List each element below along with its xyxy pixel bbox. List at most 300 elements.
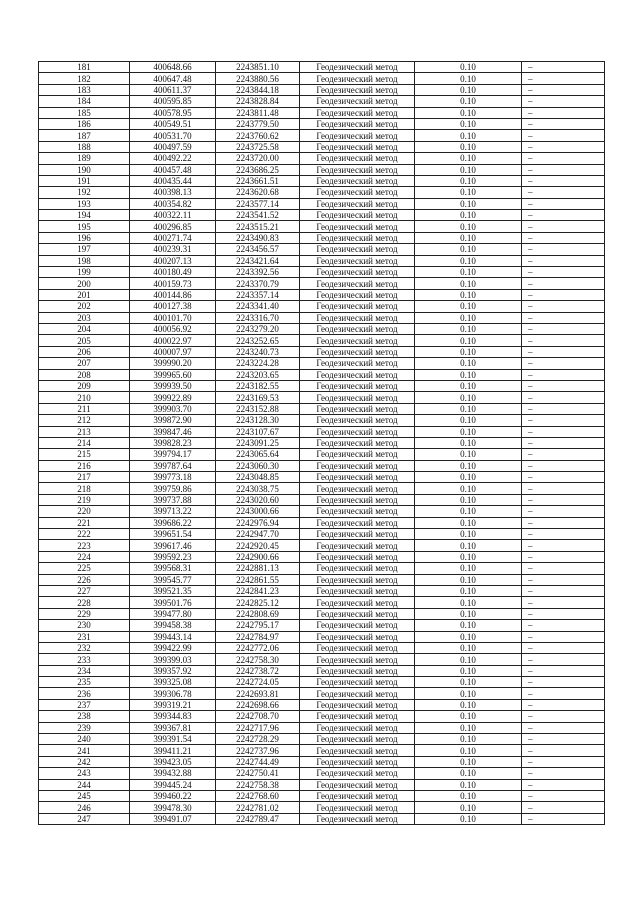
cell-point-number: 229 (39, 608, 130, 619)
cell-x-coordinate: 400611.37 (130, 84, 216, 95)
table-row (39, 529, 605, 540)
table-row (39, 677, 605, 688)
cell-method: Геодезический метод (300, 130, 415, 141)
cell-note: – (522, 472, 605, 483)
cell-point-number: 245 (39, 791, 130, 802)
cell-accuracy: 0.10 (415, 654, 522, 665)
cell-x-coordinate: 400296.85 (130, 221, 216, 232)
cell-y-coordinate: 2242717.96 (216, 722, 300, 733)
table-row (39, 563, 605, 574)
cell-method: Геодезический метод (300, 221, 415, 232)
cell-note: – (522, 585, 605, 596)
cell-y-coordinate: 2242841.23 (216, 585, 300, 596)
table-row (39, 734, 605, 745)
cell-y-coordinate: 2242825.12 (216, 597, 300, 608)
cell-method: Геодезический метод (300, 813, 415, 824)
cell-point-number: 233 (39, 654, 130, 665)
table-row (39, 289, 605, 300)
cell-point-number: 198 (39, 255, 130, 266)
cell-accuracy: 0.10 (415, 699, 522, 710)
cell-method: Геодезический метод (300, 289, 415, 300)
cell-y-coordinate: 2243456.57 (216, 244, 300, 255)
cell-note: – (522, 289, 605, 300)
cell-accuracy: 0.10 (415, 551, 522, 562)
cell-note: – (522, 665, 605, 676)
cell-point-number: 204 (39, 323, 130, 334)
cell-note: – (522, 779, 605, 790)
cell-note: – (522, 642, 605, 653)
cell-y-coordinate: 2242708.70 (216, 711, 300, 722)
cell-y-coordinate: 2243357.14 (216, 289, 300, 300)
cell-y-coordinate: 2243252.65 (216, 335, 300, 346)
cell-y-coordinate: 2243844.18 (216, 84, 300, 95)
coordinates-table (38, 61, 605, 825)
table-row (39, 164, 605, 175)
cell-point-number: 209 (39, 380, 130, 391)
cell-y-coordinate: 2243421.64 (216, 255, 300, 266)
cell-accuracy: 0.10 (415, 118, 522, 129)
cell-accuracy: 0.10 (415, 756, 522, 767)
cell-point-number: 234 (39, 665, 130, 676)
cell-note: – (522, 232, 605, 243)
cell-point-number: 244 (39, 779, 130, 790)
coordinates-table-body (39, 62, 605, 825)
cell-note: – (522, 403, 605, 414)
cell-y-coordinate: 2243000.66 (216, 506, 300, 517)
cell-note: – (522, 517, 605, 528)
cell-accuracy: 0.10 (415, 585, 522, 596)
table-row (39, 813, 605, 824)
table-row (39, 779, 605, 790)
cell-y-coordinate: 2242789.47 (216, 813, 300, 824)
cell-point-number: 207 (39, 358, 130, 369)
table-row (39, 711, 605, 722)
cell-y-coordinate: 2243169.53 (216, 392, 300, 403)
cell-accuracy: 0.10 (415, 574, 522, 585)
cell-point-number: 208 (39, 369, 130, 380)
table-row (39, 745, 605, 756)
cell-y-coordinate: 2242693.81 (216, 688, 300, 699)
cell-note: – (522, 506, 605, 517)
cell-note: – (522, 84, 605, 95)
cell-x-coordinate: 399847.46 (130, 426, 216, 437)
cell-y-coordinate: 2242881.13 (216, 563, 300, 574)
cell-note: – (522, 73, 605, 84)
cell-method: Геодезический метод (300, 585, 415, 596)
cell-y-coordinate: 2243811.48 (216, 107, 300, 118)
cell-x-coordinate: 399491.07 (130, 813, 216, 824)
cell-method: Геодезический метод (300, 574, 415, 585)
cell-point-number: 181 (39, 62, 130, 73)
table-row (39, 699, 605, 710)
cell-point-number: 237 (39, 699, 130, 710)
cell-note: – (522, 711, 605, 722)
table-row (39, 597, 605, 608)
cell-accuracy: 0.10 (415, 483, 522, 494)
cell-note: – (522, 563, 605, 574)
cell-point-number: 227 (39, 585, 130, 596)
cell-point-number: 240 (39, 734, 130, 745)
cell-x-coordinate: 399922.89 (130, 392, 216, 403)
cell-accuracy: 0.10 (415, 449, 522, 460)
table-row (39, 722, 605, 733)
cell-x-coordinate: 399399.03 (130, 654, 216, 665)
cell-point-number: 247 (39, 813, 130, 824)
cell-method: Геодезический метод (300, 426, 415, 437)
cell-method: Геодезический метод (300, 96, 415, 107)
cell-accuracy: 0.10 (415, 426, 522, 437)
cell-y-coordinate: 2243661.51 (216, 175, 300, 186)
cell-y-coordinate: 2242976.94 (216, 517, 300, 528)
cell-point-number: 205 (39, 335, 130, 346)
cell-point-number: 214 (39, 437, 130, 448)
cell-y-coordinate: 2243392.56 (216, 267, 300, 278)
cell-y-coordinate: 2243515.21 (216, 221, 300, 232)
cell-y-coordinate: 2243760.62 (216, 130, 300, 141)
cell-x-coordinate: 399713.22 (130, 506, 216, 517)
cell-point-number: 203 (39, 312, 130, 323)
cell-accuracy: 0.10 (415, 563, 522, 574)
cell-y-coordinate: 2243779.50 (216, 118, 300, 129)
cell-y-coordinate: 2243240.73 (216, 346, 300, 357)
cell-method: Геодезический метод (300, 141, 415, 152)
cell-x-coordinate: 399460.22 (130, 791, 216, 802)
cell-point-number: 192 (39, 187, 130, 198)
cell-accuracy: 0.10 (415, 221, 522, 232)
table-row (39, 506, 605, 517)
cell-accuracy: 0.10 (415, 301, 522, 312)
cell-accuracy: 0.10 (415, 141, 522, 152)
cell-x-coordinate: 399617.46 (130, 540, 216, 551)
table-row (39, 141, 605, 152)
cell-method: Геодезический метод (300, 244, 415, 255)
cell-accuracy: 0.10 (415, 631, 522, 642)
cell-accuracy: 0.10 (415, 665, 522, 676)
cell-x-coordinate: 399794.17 (130, 449, 216, 460)
cell-method: Геодезический метод (300, 665, 415, 676)
cell-note: – (522, 551, 605, 562)
cell-y-coordinate: 2242724.05 (216, 677, 300, 688)
cell-y-coordinate: 2242861.55 (216, 574, 300, 585)
cell-x-coordinate: 399306.78 (130, 688, 216, 699)
table-row (39, 574, 605, 585)
cell-note: – (522, 699, 605, 710)
cell-x-coordinate: 399872.90 (130, 415, 216, 426)
table-row (39, 198, 605, 209)
cell-note: – (522, 437, 605, 448)
table-row (39, 62, 605, 73)
cell-point-number: 201 (39, 289, 130, 300)
cell-accuracy: 0.10 (415, 175, 522, 186)
table-row (39, 346, 605, 357)
cell-x-coordinate: 399990.20 (130, 358, 216, 369)
cell-method: Геодезический метод (300, 335, 415, 346)
cell-x-coordinate: 399787.64 (130, 460, 216, 471)
cell-y-coordinate: 2243851.10 (216, 62, 300, 73)
table-row (39, 631, 605, 642)
cell-x-coordinate: 399458.38 (130, 620, 216, 631)
cell-point-number: 217 (39, 472, 130, 483)
cell-y-coordinate: 2243725.58 (216, 141, 300, 152)
cell-note: – (522, 392, 605, 403)
cell-x-coordinate: 400271.74 (130, 232, 216, 243)
cell-x-coordinate: 399357.92 (130, 665, 216, 676)
cell-point-number: 197 (39, 244, 130, 255)
cell-method: Геодезический метод (300, 358, 415, 369)
cell-note: – (522, 597, 605, 608)
cell-x-coordinate: 399592.23 (130, 551, 216, 562)
cell-note: – (522, 358, 605, 369)
table-row (39, 221, 605, 232)
cell-note: – (522, 540, 605, 551)
cell-method: Геодезический метод (300, 369, 415, 380)
cell-note: – (522, 688, 605, 699)
cell-note: – (522, 175, 605, 186)
table-row (39, 756, 605, 767)
cell-x-coordinate: 400457.48 (130, 164, 216, 175)
cell-x-coordinate: 399545.77 (130, 574, 216, 585)
cell-point-number: 210 (39, 392, 130, 403)
cell-y-coordinate: 2243107.67 (216, 426, 300, 437)
cell-x-coordinate: 399501.76 (130, 597, 216, 608)
cell-point-number: 188 (39, 141, 130, 152)
cell-method: Геодезический метод (300, 210, 415, 221)
cell-note: – (522, 677, 605, 688)
cell-x-coordinate: 399939.50 (130, 380, 216, 391)
cell-method: Геодезический метод (300, 699, 415, 710)
cell-note: – (522, 255, 605, 266)
cell-point-number: 232 (39, 642, 130, 653)
cell-point-number: 218 (39, 483, 130, 494)
cell-note: – (522, 244, 605, 255)
cell-point-number: 185 (39, 107, 130, 118)
cell-point-number: 216 (39, 460, 130, 471)
cell-note: – (522, 335, 605, 346)
table-row (39, 540, 605, 551)
cell-method: Геодезический метод (300, 597, 415, 608)
cell-note: – (522, 107, 605, 118)
cell-note: – (522, 187, 605, 198)
cell-note: – (522, 529, 605, 540)
cell-y-coordinate: 2242750.41 (216, 768, 300, 779)
table-row (39, 460, 605, 471)
cell-accuracy: 0.10 (415, 608, 522, 619)
cell-x-coordinate: 400354.82 (130, 198, 216, 209)
cell-point-number: 243 (39, 768, 130, 779)
cell-method: Геодезический метод (300, 688, 415, 699)
cell-x-coordinate: 399432.88 (130, 768, 216, 779)
cell-method: Геодезический метод (300, 745, 415, 756)
cell-y-coordinate: 2243152.88 (216, 403, 300, 414)
cell-x-coordinate: 400101.70 (130, 312, 216, 323)
cell-x-coordinate: 399325.08 (130, 677, 216, 688)
cell-point-number: 212 (39, 415, 130, 426)
cell-method: Геодезический метод (300, 756, 415, 767)
table-row (39, 380, 605, 391)
cell-accuracy: 0.10 (415, 802, 522, 813)
cell-method: Геодезический метод (300, 802, 415, 813)
cell-method: Геодезический метод (300, 198, 415, 209)
cell-accuracy: 0.10 (415, 768, 522, 779)
table-row (39, 665, 605, 676)
cell-accuracy: 0.10 (415, 677, 522, 688)
table-row (39, 84, 605, 95)
cell-x-coordinate: 400239.31 (130, 244, 216, 255)
cell-x-coordinate: 399391.54 (130, 734, 216, 745)
cell-point-number: 194 (39, 210, 130, 221)
cell-point-number: 191 (39, 175, 130, 186)
cell-point-number: 213 (39, 426, 130, 437)
cell-method: Геодезический метод (300, 540, 415, 551)
cell-x-coordinate: 400180.49 (130, 267, 216, 278)
table-row (39, 551, 605, 562)
cell-point-number: 225 (39, 563, 130, 574)
cell-method: Геодезический метод (300, 449, 415, 460)
cell-accuracy: 0.10 (415, 198, 522, 209)
table-row (39, 494, 605, 505)
cell-note: – (522, 164, 605, 175)
cell-point-number: 223 (39, 540, 130, 551)
table-row (39, 437, 605, 448)
cell-y-coordinate: 2243828.84 (216, 96, 300, 107)
table-row (39, 187, 605, 198)
cell-y-coordinate: 2243020.60 (216, 494, 300, 505)
table-row (39, 210, 605, 221)
table-row (39, 403, 605, 414)
cell-y-coordinate: 2242795.17 (216, 620, 300, 631)
cell-y-coordinate: 2242920.45 (216, 540, 300, 551)
cell-method: Геодезический метод (300, 620, 415, 631)
cell-y-coordinate: 2242758.38 (216, 779, 300, 790)
cell-accuracy: 0.10 (415, 267, 522, 278)
cell-note: – (522, 756, 605, 767)
cell-point-number: 186 (39, 118, 130, 129)
table-row (39, 608, 605, 619)
cell-accuracy: 0.10 (415, 779, 522, 790)
cell-accuracy: 0.10 (415, 153, 522, 164)
cell-method: Геодезический метод (300, 84, 415, 95)
table-row (39, 426, 605, 437)
cell-note: – (522, 654, 605, 665)
cell-x-coordinate: 399828.23 (130, 437, 216, 448)
cell-note: – (522, 96, 605, 107)
cell-x-coordinate: 399737.88 (130, 494, 216, 505)
cell-x-coordinate: 400207.13 (130, 255, 216, 266)
cell-x-coordinate: 399423.05 (130, 756, 216, 767)
table-row (39, 335, 605, 346)
cell-note: – (522, 813, 605, 824)
cell-note: – (522, 301, 605, 312)
cell-note: – (522, 312, 605, 323)
cell-accuracy: 0.10 (415, 369, 522, 380)
cell-accuracy: 0.10 (415, 164, 522, 175)
cell-accuracy: 0.10 (415, 335, 522, 346)
cell-method: Геодезический метод (300, 62, 415, 73)
cell-accuracy: 0.10 (415, 597, 522, 608)
cell-method: Геодезический метод (300, 722, 415, 733)
cell-y-coordinate: 2242947.70 (216, 529, 300, 540)
cell-point-number: 199 (39, 267, 130, 278)
table-row (39, 130, 605, 141)
cell-y-coordinate: 2242808.69 (216, 608, 300, 619)
cell-method: Геодезический метод (300, 654, 415, 665)
cell-method: Геодезический метод (300, 506, 415, 517)
table-row (39, 73, 605, 84)
cell-point-number: 196 (39, 232, 130, 243)
cell-accuracy: 0.10 (415, 813, 522, 824)
cell-x-coordinate: 399521.35 (130, 585, 216, 596)
cell-note: – (522, 483, 605, 494)
table-row (39, 642, 605, 653)
cell-note: – (522, 791, 605, 802)
cell-method: Геодезический метод (300, 403, 415, 414)
cell-x-coordinate: 400322.11 (130, 210, 216, 221)
cell-y-coordinate: 2243341.40 (216, 301, 300, 312)
cell-x-coordinate: 399344.83 (130, 711, 216, 722)
cell-y-coordinate: 2243880.56 (216, 73, 300, 84)
cell-note: – (522, 426, 605, 437)
cell-note: – (522, 323, 605, 334)
table-row (39, 392, 605, 403)
cell-y-coordinate: 2242784.97 (216, 631, 300, 642)
cell-method: Геодезический метод (300, 301, 415, 312)
cell-accuracy: 0.10 (415, 210, 522, 221)
cell-method: Геодезический метод (300, 677, 415, 688)
table-row (39, 620, 605, 631)
cell-y-coordinate: 2243182.55 (216, 380, 300, 391)
cell-point-number: 221 (39, 517, 130, 528)
table-row (39, 278, 605, 289)
cell-y-coordinate: 2242738.72 (216, 665, 300, 676)
cell-accuracy: 0.10 (415, 255, 522, 266)
cell-accuracy: 0.10 (415, 734, 522, 745)
cell-point-number: 220 (39, 506, 130, 517)
cell-x-coordinate: 399759.86 (130, 483, 216, 494)
table-row (39, 654, 605, 665)
table-row (39, 585, 605, 596)
cell-x-coordinate: 400647.48 (130, 73, 216, 84)
cell-accuracy: 0.10 (415, 312, 522, 323)
cell-point-number: 187 (39, 130, 130, 141)
cell-x-coordinate: 399478.30 (130, 802, 216, 813)
cell-note: – (522, 118, 605, 129)
cell-y-coordinate: 2243038.75 (216, 483, 300, 494)
table-row (39, 153, 605, 164)
cell-accuracy: 0.10 (415, 130, 522, 141)
cell-accuracy: 0.10 (415, 460, 522, 471)
cell-y-coordinate: 2243128.30 (216, 415, 300, 426)
cell-method: Геодезический метод (300, 255, 415, 266)
cell-y-coordinate: 2243065.64 (216, 449, 300, 460)
cell-y-coordinate: 2243279.20 (216, 323, 300, 334)
cell-method: Геодезический метод (300, 563, 415, 574)
cell-x-coordinate: 400497.59 (130, 141, 216, 152)
cell-note: – (522, 802, 605, 813)
cell-note: – (522, 608, 605, 619)
table-row (39, 768, 605, 779)
cell-method: Геодезический метод (300, 734, 415, 745)
cell-y-coordinate: 2243490.83 (216, 232, 300, 243)
cell-point-number: 222 (39, 529, 130, 540)
cell-method: Геодезический метод (300, 380, 415, 391)
cell-x-coordinate: 399367.81 (130, 722, 216, 733)
cell-accuracy: 0.10 (415, 380, 522, 391)
cell-method: Геодезический метод (300, 392, 415, 403)
cell-point-number: 193 (39, 198, 130, 209)
cell-x-coordinate: 400056.92 (130, 323, 216, 334)
cell-method: Геодезический метод (300, 118, 415, 129)
cell-x-coordinate: 399773.18 (130, 472, 216, 483)
